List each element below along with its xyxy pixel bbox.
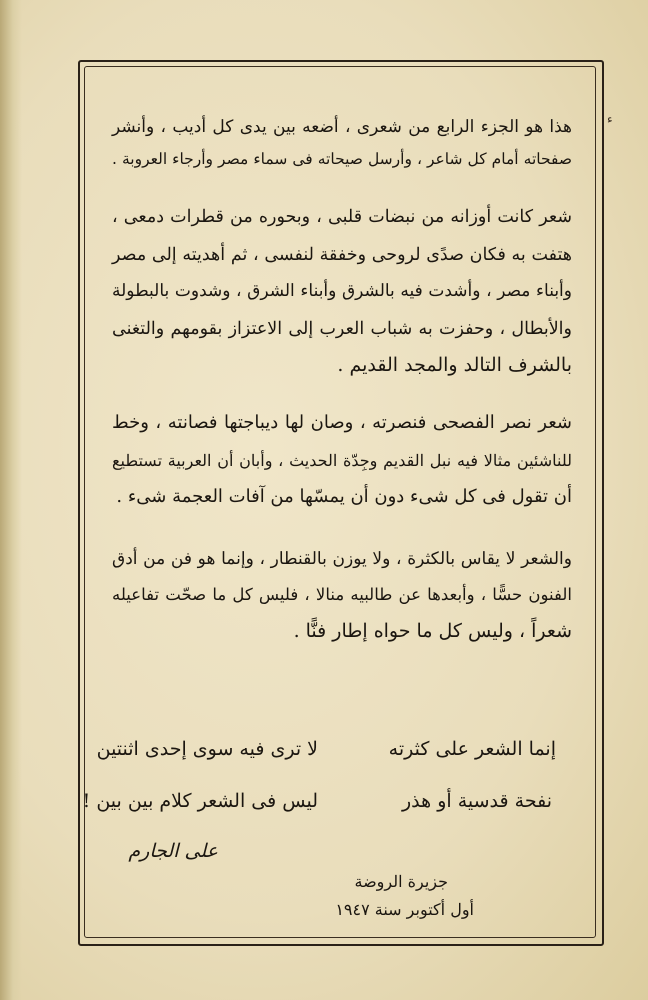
text-line: بالشرف التالد والمجد القديم . [337,354,572,376]
date-line: أول أكتوبر سنة ١٩٤٧ [335,900,474,919]
text-line: والشعر لا يقاس بالكثرة ، ولا يوزن بالقنطار ، وإنما هو فن من أدق [112,549,572,569]
place-line: جزيرة الروضة [354,872,448,891]
text-line: صفحاته أمام كل شاعر ، وأرسل صيحاته فى سماء مصر وأرجاء العروبة . [112,150,572,168]
text-line: للناشئين مثالا فيه نبل القديم وجِدّة الحديث ، وأبان أن العربية تستطيع [112,451,572,470]
text-line: شعر نصر الفصحى فنصرته ، وصان لها ديباجتها فصانته ، وخط [112,412,572,433]
text-line: أن تقول فى كل شىء دون أن يمسّها من آفات العجمة شىء . [116,486,572,507]
text-line: وأبناء مصر ، وأشدت فيه بالشرق وأبناء الشرق ، وشدوت بالبطولة [112,281,572,301]
verse-first-hemistich: إنما الشعر على كثرته [388,738,556,760]
verse-second-hemistich: لا ترى فيه سوى إحدى اثنتين [96,738,318,760]
text-line: والأبطال ، وحفزت به شباب العرب إلى الاعتزاز بقومهم والتغنى [112,319,572,339]
verse-second-hemistich: ليس فى الشعر كلام بين بين ! [82,790,318,812]
text-line: الفنون حسًّا ، وأبعدها عن طالبيه منالا ، فليس كل ما صحّت تفاعيله [112,585,572,604]
author-signature: على الجارم [128,840,218,862]
margin-mark: ء [607,112,613,126]
text-line: شعر كانت أوزانه من نبضات قلبى ، وبحوره من قطرات دمعى ، [112,207,572,227]
text-line: هتفت به فكان صدًى لروحى وخفقة لنفسى ، ثم أهديته إلى مصر [112,245,572,265]
verse-first-hemistich: نفحة قدسية أو هذر [402,790,552,812]
page-gutter-shadow [0,0,22,1000]
text-line: شعراً ، وليس كل ما حواه إطار فنًّا . [293,620,572,642]
text-line: هذا هو الجزء الرابع من شعرى ، أضعه بين يدى كل أديب ، وأنشر [112,117,572,137]
